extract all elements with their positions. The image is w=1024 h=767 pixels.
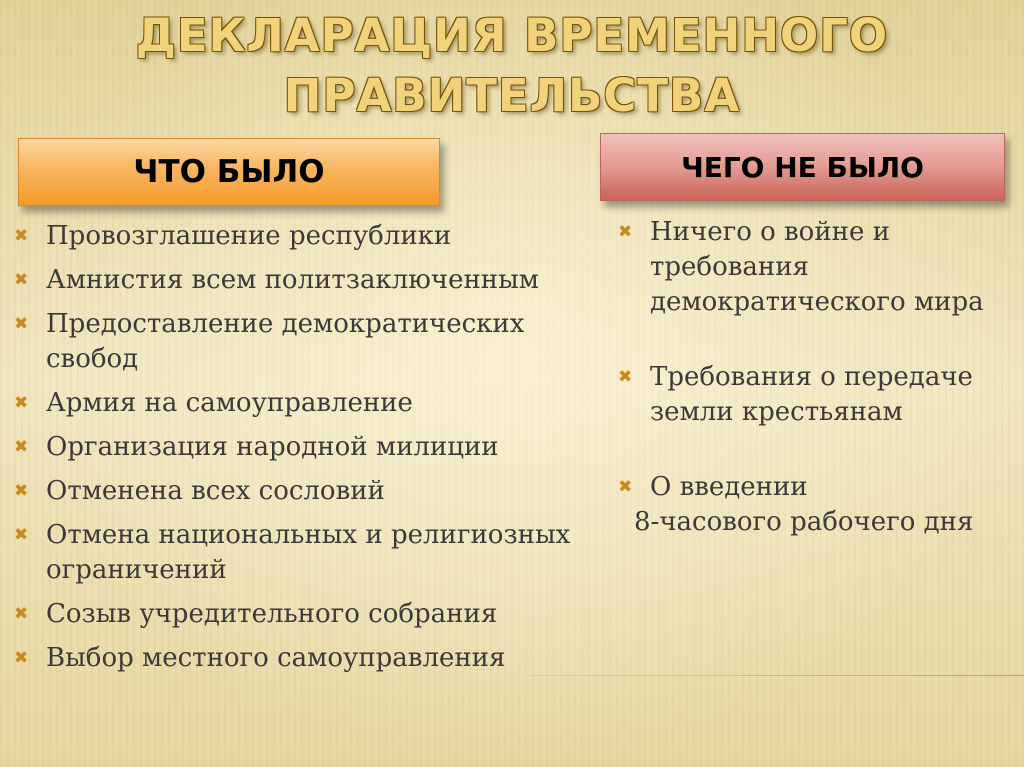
slide-title-line-2: ПРАВИТЕЛЬСТВА xyxy=(283,69,741,122)
list-item-text: Отмена национальных и религиозных ограничений xyxy=(46,520,571,585)
decorative-divider-line xyxy=(530,675,1024,676)
list-item xyxy=(618,360,1010,430)
what-was-not-header: ЧЕГО НЕ БЫЛО xyxy=(600,133,1005,201)
x-bullet-icon: ✖ xyxy=(14,270,29,290)
list-item xyxy=(14,518,596,588)
list-item-text: Требования о передаче земли крестьянам xyxy=(650,362,973,427)
list-item xyxy=(14,430,596,465)
list-item xyxy=(14,474,596,509)
list-item-text: Организация народной милиции xyxy=(46,432,499,462)
what-was-not-list xyxy=(618,215,1010,540)
list-item-text: Отменена всех сословий xyxy=(46,476,385,506)
x-bullet-icon: ✖ xyxy=(14,226,29,246)
list-item-text: Выбор местного самоуправления xyxy=(46,643,506,673)
list-item xyxy=(14,263,596,298)
list-item xyxy=(618,470,1010,540)
x-bullet-icon: ✖ xyxy=(14,314,29,334)
x-bullet-icon: ✖ xyxy=(14,393,29,413)
list-item xyxy=(618,215,1010,320)
x-bullet-icon: ✖ xyxy=(618,222,633,242)
list-item-text: Предоставление демократических свобод xyxy=(46,309,525,374)
list-item-text: Ничего о войне и требования демократического мира xyxy=(650,217,984,317)
list-item-text: Амнистия всем политзаключенным xyxy=(46,265,540,295)
what-was-list xyxy=(14,219,596,685)
list-item-text-continued: 8-часового рабочего дня xyxy=(634,507,974,537)
list-item-text: Армия на самоуправление xyxy=(46,388,413,418)
list-item xyxy=(14,597,596,632)
x-bullet-icon: ✖ xyxy=(618,477,633,497)
x-bullet-icon: ✖ xyxy=(14,648,29,668)
list-item-text: Провозглашение республики xyxy=(46,221,452,251)
x-bullet-icon: ✖ xyxy=(14,437,29,457)
list-item-text: О введении xyxy=(650,472,808,502)
x-bullet-icon: ✖ xyxy=(14,481,29,501)
list-item xyxy=(14,386,596,421)
list-item xyxy=(14,641,596,676)
what-was-header: ЧТО БЫЛО xyxy=(18,138,440,206)
x-bullet-icon: ✖ xyxy=(618,367,633,387)
list-item-text: Созыв учредительного собрания xyxy=(46,599,498,629)
x-bullet-icon: ✖ xyxy=(14,525,29,545)
list-item xyxy=(14,307,596,377)
x-bullet-icon: ✖ xyxy=(14,604,29,624)
slide-title-line-1: ДЕКЛАРАЦИЯ ВРЕМЕННОГО xyxy=(135,9,889,62)
list-item xyxy=(14,219,596,254)
